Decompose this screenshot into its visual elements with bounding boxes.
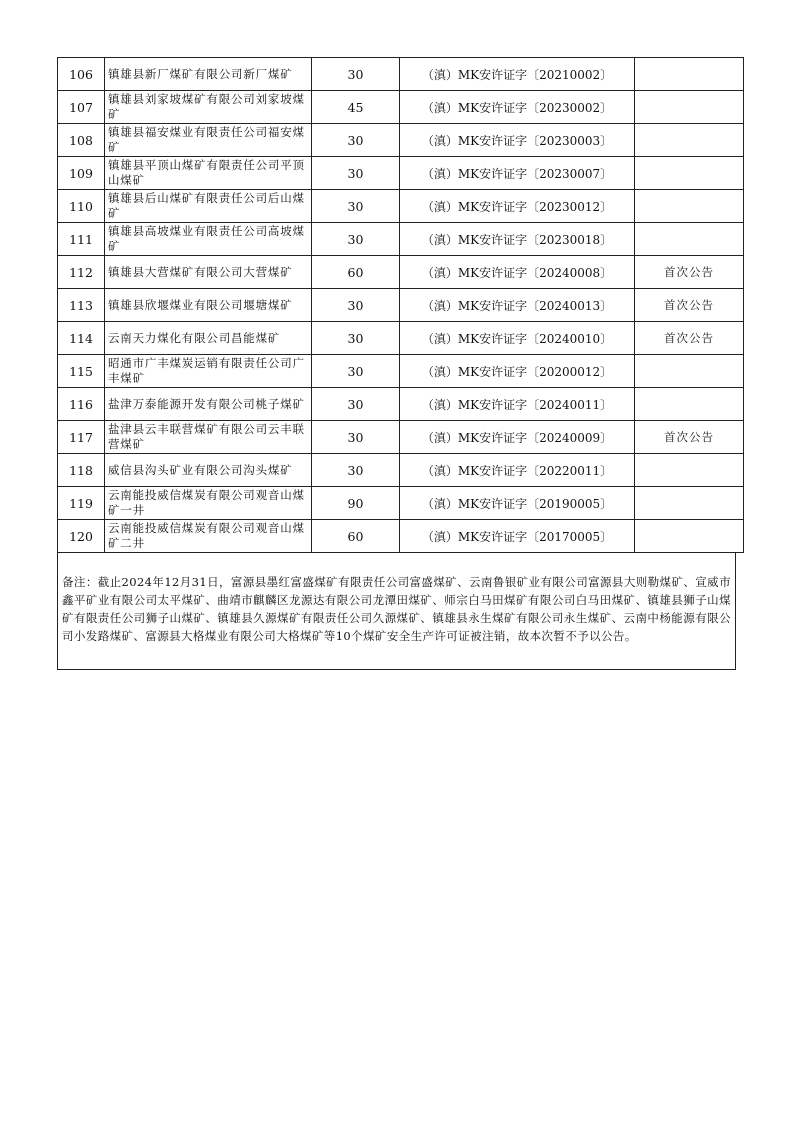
table-row [58,124,744,157]
production-capacity: 30 [312,421,400,454]
remarks-box [57,553,736,670]
row-remark [635,157,744,190]
row-remark: 首次公告 [635,322,744,355]
row-number: 112 [58,256,105,289]
production-capacity: 30 [312,454,400,487]
row-number: 106 [58,58,105,91]
table-row [58,520,744,553]
mine-name: 镇雄县高坡煤业有限责任公司高坡煤矿 [105,223,312,256]
table-row [58,58,744,91]
mine-name: 镇雄县刘家坡煤矿有限公司刘家坡煤矿 [105,91,312,124]
production-capacity: 60 [312,520,400,553]
mine-name: 镇雄县后山煤矿有限责任公司后山煤矿 [105,190,312,223]
table-row [58,190,744,223]
table-row [58,355,744,388]
coal-mine-license-sheet [57,57,736,670]
row-number: 117 [58,421,105,454]
production-capacity: 30 [312,388,400,421]
production-capacity: 30 [312,58,400,91]
mine-name: 昭通市广丰煤炭运销有限责任公司广丰煤矿 [105,355,312,388]
row-remark [635,487,744,520]
row-remark: 首次公告 [635,289,744,322]
license-number: （滇）MK安许证字〔20200012〕 [400,355,635,388]
table-row [58,487,744,520]
row-remark [635,190,744,223]
mine-name: 威信县沟头矿业有限公司沟头煤矿 [105,454,312,487]
license-number: （滇）MK安许证字〔20230018〕 [400,223,635,256]
row-number: 110 [58,190,105,223]
license-number: （滇）MK安许证字〔20210002〕 [400,58,635,91]
production-capacity: 30 [312,157,400,190]
table-row [58,388,744,421]
row-remark [635,388,744,421]
row-remark [635,520,744,553]
production-capacity: 30 [312,124,400,157]
production-capacity: 30 [312,223,400,256]
row-remark: 首次公告 [635,421,744,454]
mine-name: 云南能投威信煤炭有限公司观音山煤矿一井 [105,487,312,520]
row-number: 118 [58,454,105,487]
row-remark [635,58,744,91]
table-row [58,256,744,289]
production-capacity: 30 [312,289,400,322]
row-number: 116 [58,388,105,421]
row-remark: 首次公告 [635,256,744,289]
license-number: （滇）MK安许证字〔20220011〕 [400,454,635,487]
license-number: （滇）MK安许证字〔20170005〕 [400,520,635,553]
license-number: （滇）MK安许证字〔20230012〕 [400,190,635,223]
license-table [57,57,744,553]
mine-name: 镇雄县福安煤业有限责任公司福安煤矿 [105,124,312,157]
row-number: 114 [58,322,105,355]
production-capacity: 30 [312,190,400,223]
license-number: （滇）MK安许证字〔20240009〕 [400,421,635,454]
row-number: 109 [58,157,105,190]
row-number: 119 [58,487,105,520]
mine-name: 镇雄县新厂煤矿有限公司新厂煤矿 [105,58,312,91]
row-number: 111 [58,223,105,256]
table-row [58,289,744,322]
remarks-text: 备注：截止2024年12月31日，富源县墨红富盛煤矿有限责任公司富盛煤矿、云南鲁银矿业有限公司富源县大则勒煤矿、宣威市鑫平矿业有限公司太平煤矿、曲靖市麒麟区龙源达有限公司龙潭田煤矿、师宗白马田煤矿有限公司白马田煤矿、镇雄县狮子山煤矿有限责任公司狮子山煤矿、镇雄县久源煤矿有限责任公司久源煤矿、镇雄县永生煤矿有限公司永生煤矿、云南中杨能源有限公司小发路煤矿、富源县大格煤业有限公司大格煤矿等10个煤矿安全生产许可证被注销，故本次暂不予以公告。 [62,575,731,643]
production-capacity: 30 [312,322,400,355]
table-row [58,322,744,355]
license-number: （滇）MK安许证字〔20240013〕 [400,289,635,322]
production-capacity: 90 [312,487,400,520]
license-number: （滇）MK安许证字〔20190005〕 [400,487,635,520]
license-number: （滇）MK安许证字〔20230007〕 [400,157,635,190]
mine-name: 镇雄县欣堰煤业有限公司堰塘煤矿 [105,289,312,322]
row-number: 115 [58,355,105,388]
table-row [58,421,744,454]
license-number: （滇）MK安许证字〔20240010〕 [400,322,635,355]
row-number: 107 [58,91,105,124]
license-number: （滇）MK安许证字〔20240011〕 [400,388,635,421]
row-remark [635,91,744,124]
mine-name: 镇雄县平顶山煤矿有限责任公司平顶山煤矿 [105,157,312,190]
production-capacity: 45 [312,91,400,124]
production-capacity: 30 [312,355,400,388]
table-row [58,454,744,487]
table-row [58,91,744,124]
row-number: 120 [58,520,105,553]
license-table-body [58,58,744,553]
license-number: （滇）MK安许证字〔20240008〕 [400,256,635,289]
production-capacity: 60 [312,256,400,289]
row-number: 113 [58,289,105,322]
mine-name: 盐津县云丰联营煤矿有限公司云丰联营煤矿 [105,421,312,454]
table-row [58,223,744,256]
mine-name: 云南能投威信煤炭有限公司观音山煤矿二井 [105,520,312,553]
table-row [58,157,744,190]
mine-name: 云南天力煤化有限公司昌能煤矿 [105,322,312,355]
mine-name: 镇雄县大营煤矿有限公司大营煤矿 [105,256,312,289]
row-remark [635,124,744,157]
mine-name: 盐津万泰能源开发有限公司桃子煤矿 [105,388,312,421]
row-remark [635,223,744,256]
license-number: （滇）MK安许证字〔20230003〕 [400,124,635,157]
row-number: 108 [58,124,105,157]
row-remark [635,355,744,388]
license-number: （滇）MK安许证字〔20230002〕 [400,91,635,124]
row-remark [635,454,744,487]
